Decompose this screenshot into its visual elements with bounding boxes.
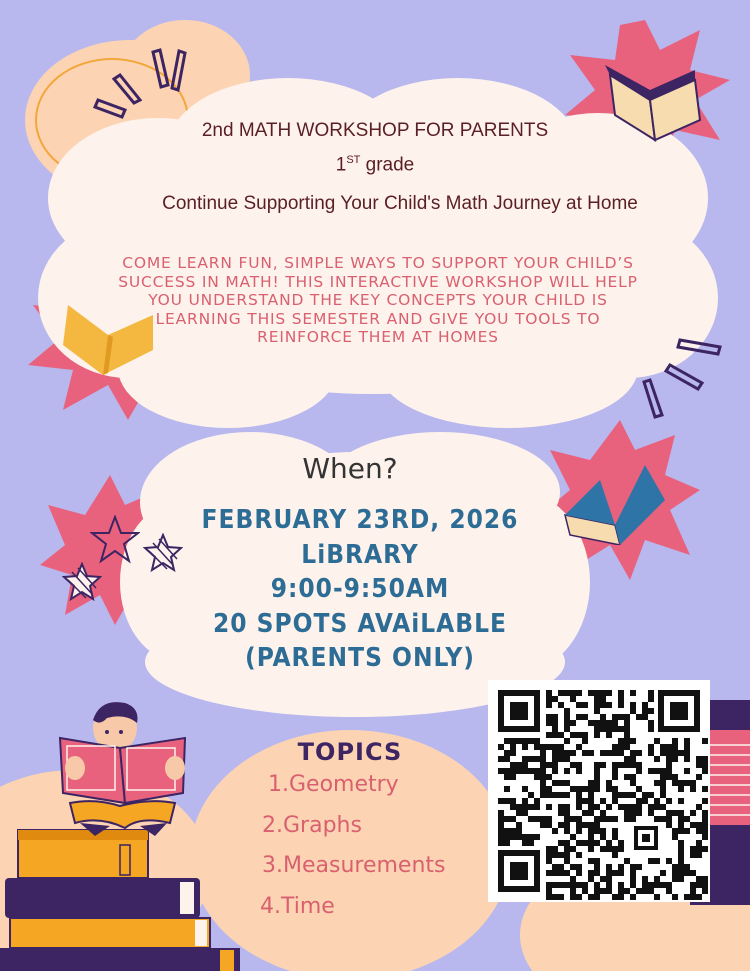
grade-word: grade	[365, 154, 415, 176]
subtitle: Continue Supporting Your Child's Math Journey at Home	[162, 193, 638, 214]
description: COME LEARN FUN, SIMPLE WAYS TO SUPPORT YOUR CHILD’S SUCCESS IN MATH! THIS INTERACTIVE WORKSHOP WILL HELP YOU UNDERSTAND THE KEY CONCEPTS YOUR CHILD IS LEARNING THIS SEMESTER AND GIVE YOU TOOLS TO REINFORCE THEM AT HOMES	[118, 254, 638, 346]
event-spots: 20 SPOTS AVAiLABLE	[212, 609, 507, 639]
grade-suffix: ST	[346, 154, 361, 166]
grade-number: 1	[335, 154, 347, 176]
workshop-title: 2nd MATH WORKSHOP FOR PARENTS	[201, 120, 549, 141]
when-heading: When?	[302, 452, 398, 485]
grade-label	[0, 154, 750, 176]
dash-marks-icon	[90, 45, 200, 125]
topic-item: 1.Geometry	[268, 772, 399, 797]
event-date: FEBRUARY 23RD, 2026	[201, 505, 519, 535]
topic-item: 3.Measurements	[262, 853, 446, 878]
event-time: 9:00-9:50AM	[270, 574, 450, 604]
event-audience: (PARENTS ONLY)	[245, 643, 475, 673]
reading-child-illustration	[55, 698, 195, 838]
topic-item: 2.Graphs	[262, 813, 362, 838]
open-book-icon-blue	[560, 460, 670, 545]
topic-item: 4.Time	[260, 894, 335, 919]
event-location: LiBRARY	[301, 540, 419, 570]
book-stack-illustration	[0, 820, 250, 971]
qr-code[interactable]	[488, 680, 710, 902]
star-icon-striped-small	[62, 562, 102, 602]
dash-marks-icon-right	[640, 335, 730, 425]
star-icon-outline	[90, 515, 140, 565]
topics-heading: TOPICS	[297, 738, 403, 766]
